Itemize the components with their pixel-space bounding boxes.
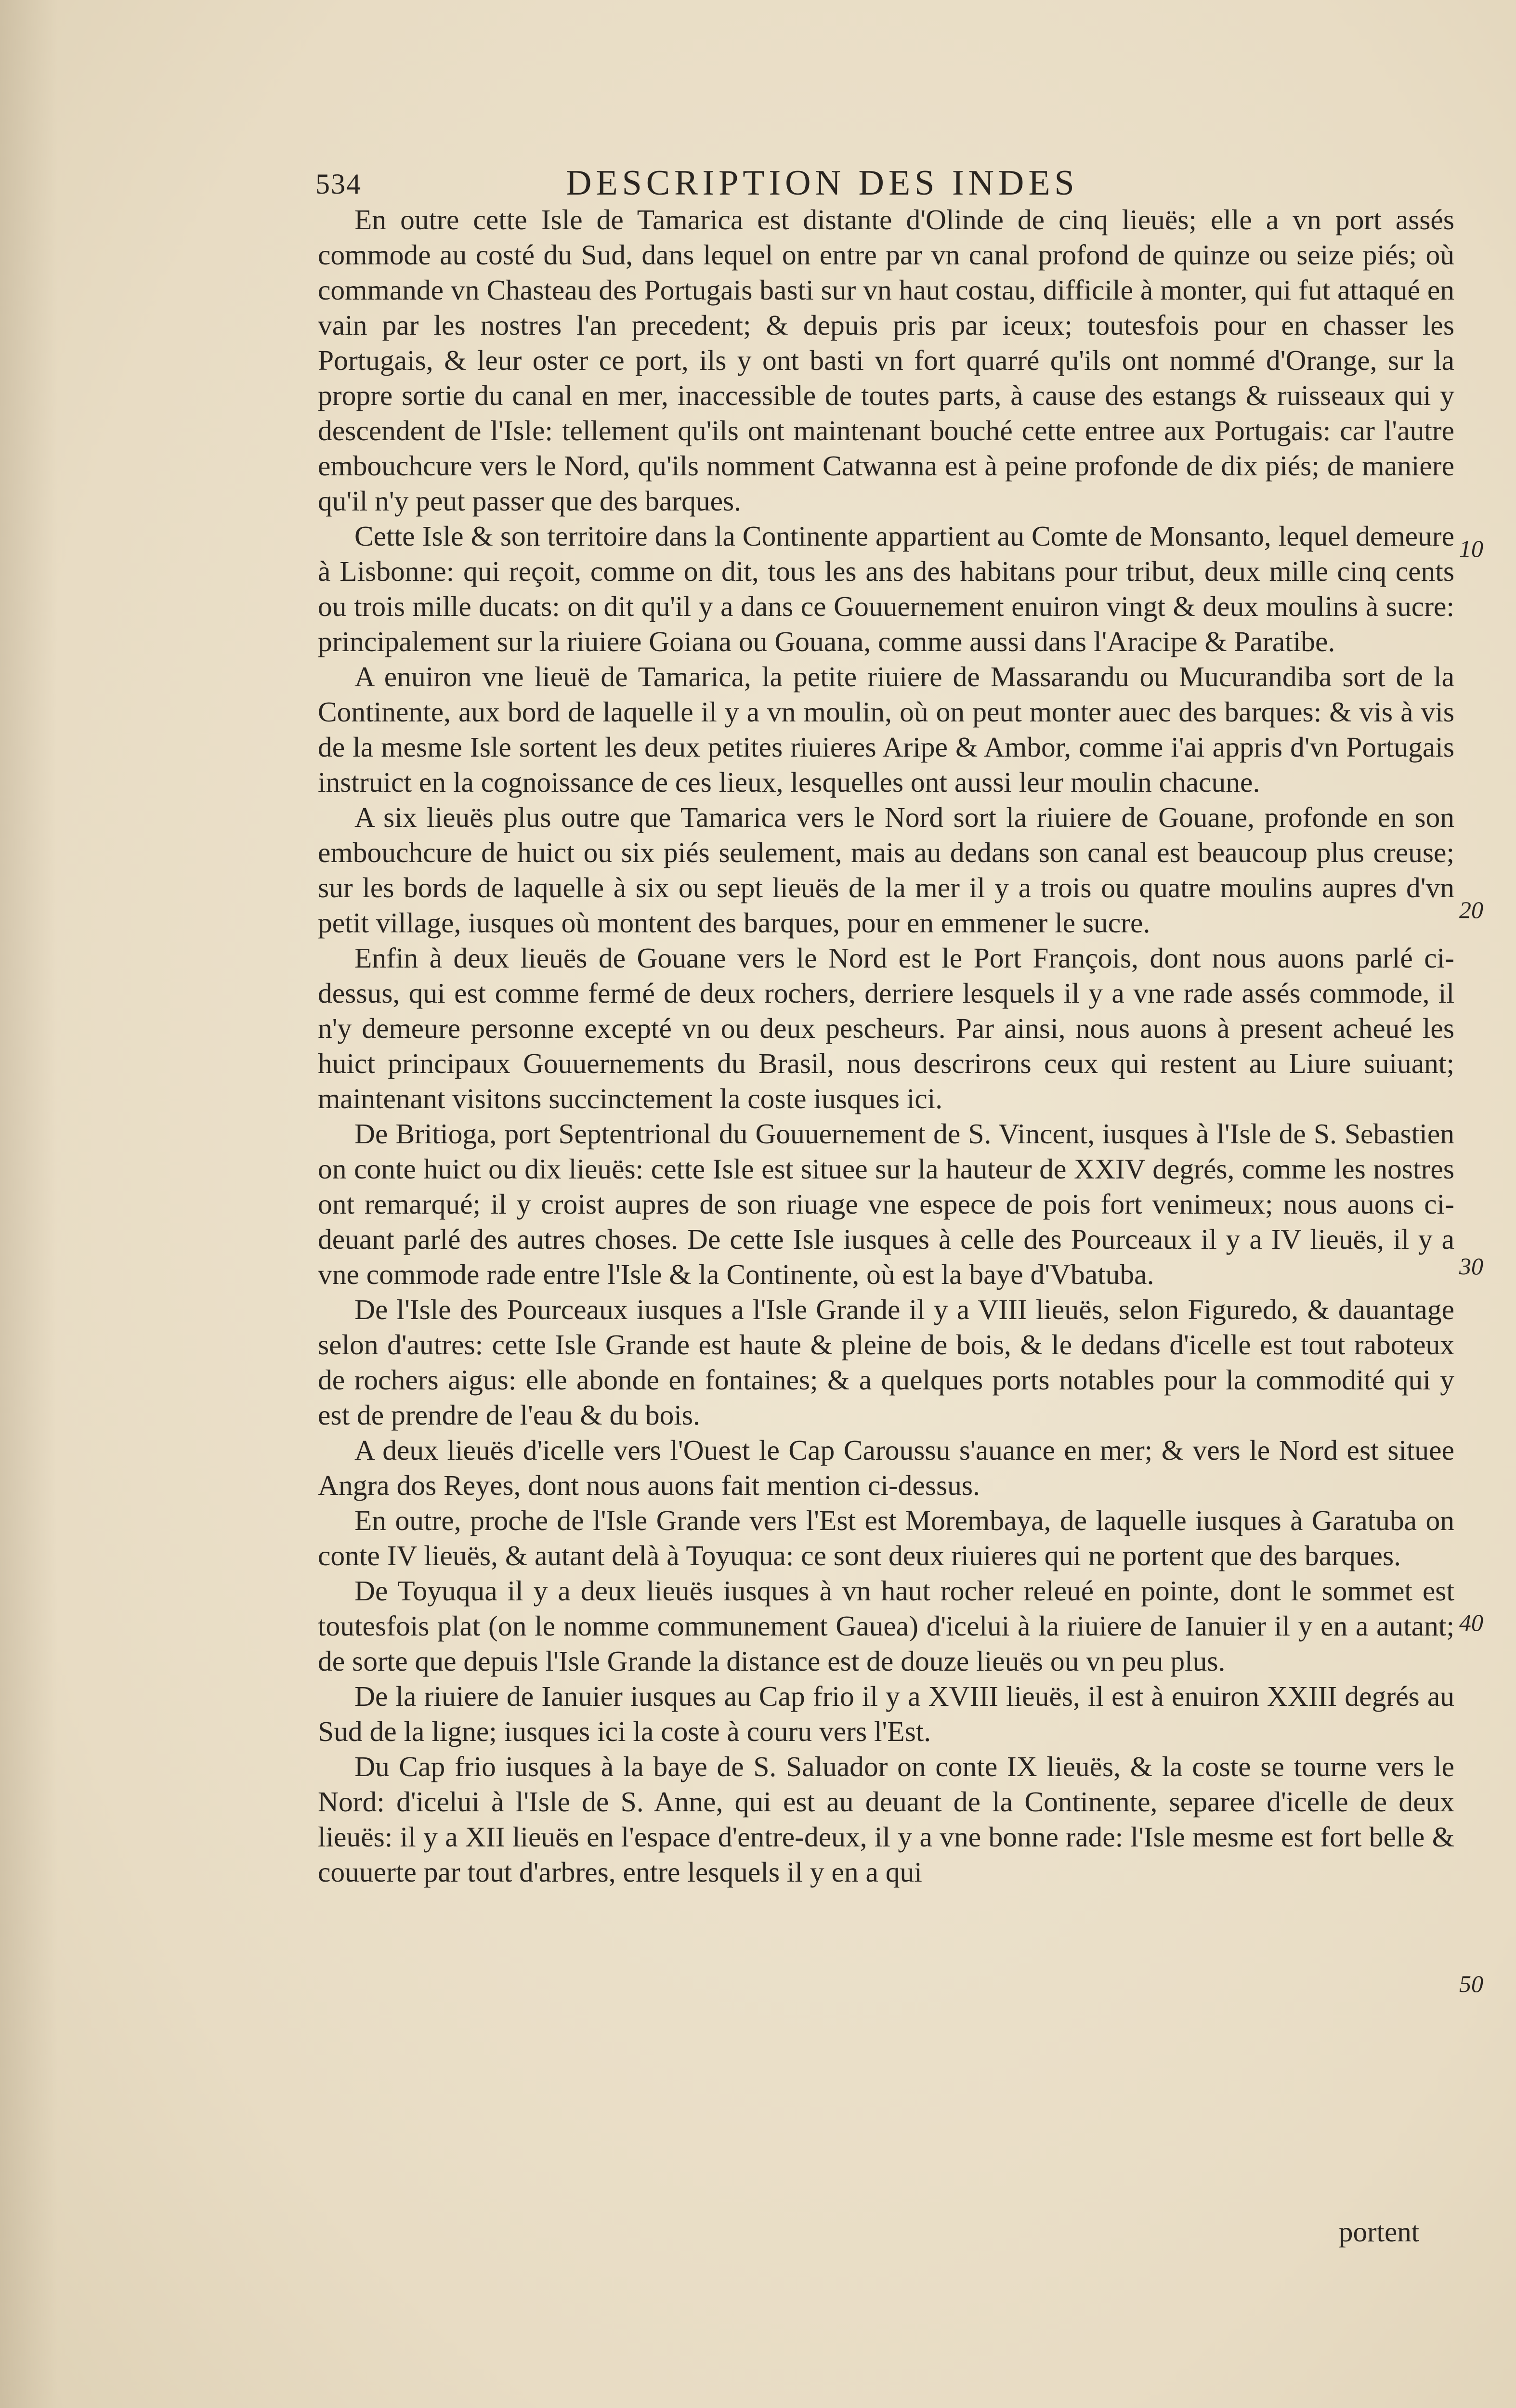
paragraph: De la riuiere de Ianuier iusques au Cap frio il y a XVIII lieuës, il est à enuiron XXIII degrés au Sud de la ligne; iusques ici la coste à couru vers l'Est. [318, 1680, 1454, 1747]
body-text [318, 202, 1454, 1890]
gutter-shadow [0, 0, 58, 2408]
line-number-40: 40 [1459, 1609, 1483, 1636]
paragraph: En outre, proche de l'Isle Grande vers l'Est est Morembaya, de laquelle iusques à Garatuba on conte IV lieuës, & autant delà à Toyuqua: ce sont deux riuieres qui ne portent que des barques. [318, 1505, 1454, 1571]
paragraph: De Toyuqua il y a deux lieuës iusques à vn haut rocher releué en pointe, dont le sommet est toutesfois plat (on le nomme communement Gauea) d'icelui à la riuiere de Ianuier il y en a autant; de sorte que depuis l'Isle Grande la distance est de douze lieuës ou vn peu plus. [318, 1575, 1454, 1677]
line-number-30: 30 [1459, 1253, 1483, 1280]
paragraph: A enuiron vne lieuë de Tamarica, la petite riuiere de Massarandu ou Mucurandiba sort de la Continente, aux bord de laquelle il y a vn moulin, où on peut monter auec des barques: & vis à vis de la mesme Isle sortent les deux petites riuieres Aripe & Ambor, comme i'ai appris d'vn Portugais instruict en la cognoissance de ces lieux, lesquelles ont aussi leur moulin chacune. [318, 661, 1454, 798]
paragraph: A six lieuës plus outre que Tamarica vers le Nord sort la riuiere de Gouane, profonde en son embouchcure de huict ou six piés seulement, mais au dedans son canal est beaucoup plus creuse; sur les bords de laquelle à six ou sept lieuës de la mer il y a trois ou quatre moulins aupres d'vn petit village, iusques où montent des barques, pour en emmener le sucre. [318, 801, 1454, 939]
paragraph: Enfin à deux lieuës de Gouane vers le Nord est le Port François, dont nous auons parlé ci-dessus, qui est comme fermé de deux rochers, derriere lesquels il y a vne rade assés commode, il n'y demeure personne excepté vn ou deux pescheurs. Par ainsi, nous auons à present acheué les huict principaux Gouuernements du Brasil, nous descrirons ceux qui restent au Liure suiuant; maintenant visitons succinctement la coste iusques ici. [318, 942, 1454, 1114]
paragraph: A deux lieuës d'icelle vers l'Ouest le Cap Caroussu s'auance en mer; & vers le Nord est situee Angra dos Reyes, dont nous auons fait mention ci-dessus. [318, 1434, 1454, 1501]
line-number-20: 20 [1459, 896, 1483, 923]
line-number-10: 10 [1459, 535, 1483, 562]
catchword: portent [1339, 2216, 1420, 2248]
line-number-50: 50 [1459, 1970, 1483, 1997]
paragraph: Cette Isle & son territoire dans la Continente appartient au Comte de Monsanto, lequel demeure à Lisbonne: qui reçoit, comme on dit, tous les ans des habitans pour tribut, deux mille cinq cents ou trois mille ducats: on dit qu'il y a dans ce Gouuernement enuiron vingt & deux moulins à sucre: principalement sur la riuiere Goiana ou Gouana, comme aussi dans l'Aracipe & Paratibe. [318, 520, 1454, 657]
paragraph: De Britioga, port Septentrional du Gouuernement de S. Vincent, iusques à l'Isle de S. Sebastien on conte huict ou dix lieuës: cette Isle est situee sur la hauteur de XXIV degrés, comme les nostres ont remarqué; il y croist aupres de son riuage vne espece de pois fort venimeux; nous auons ci-deuant parlé des autres choses. De cette Isle iusques à celle des Pourceaux il y a IV lieuës, il y a vne commode rade entre l'Isle & la Continente, où est la baye d'Vbatuba. [318, 1118, 1454, 1290]
paragraph: Du Cap frio iusques à la baye de S. Saluador on conte IX lieuës, & la coste se tourne vers le Nord: d'icelui à l'Isle de S. Anne, qui est au deuant de la Continente, separee d'icelle de deux lieuës: il y a XII lieuës en l'espace d'entre-deux, il y a vne bonne rade: l'Isle mesme est fort belle & couuerte par tout d'arbres, entre lesquels il y en a qui [318, 1751, 1454, 1888]
running-title: DESCRIPTION DES INDES [566, 163, 1079, 203]
paragraph: De l'Isle des Pourceaux iusques a l'Isle Grande il y a VIII lieuës, selon Figuredo, & dauantage selon d'autres: cette Isle Grande est haute & pleine de bois, & le dedans d'icelle est tout raboteux de rochers aigus: elle abonde en fontaines; & a quelques ports notables pour la commodité qui y est de prendre de l'eau & du bois. [318, 1294, 1454, 1431]
running-head [315, 163, 1452, 201]
paragraph: En outre cette Isle de Tamarica est distante d'Olinde de cinq lieuës; elle a vn port assés commode au costé du Sud, dans lequel on entre par vn canal profond de quinze ou seize piés; où commande vn Chasteau des Portugais basti sur vn haut costau, difficile à monter, qui fut attaqué en vain par les nostres l'an precedent; & depuis pris par iceux; toutesfois pour en chasser les Portugais, & leur oster ce port, ils y ont basti vn fort quarré qu'ils ont nommé d'Orange, sur la propre sortie du canal en mer, inaccessible de toutes parts, à cause des estangs & ruisseaux qui y descendent de l'Isle: tellement qu'ils ont maintenant bouché cette entree aux Portugais: car l'autre embouchcure vers le Nord, qu'ils nomment Catwanna est à peine profonde de dix piés; de maniere qu'il n'y peut passer que des barques. [318, 204, 1454, 517]
page-number: 534 [315, 168, 362, 200]
